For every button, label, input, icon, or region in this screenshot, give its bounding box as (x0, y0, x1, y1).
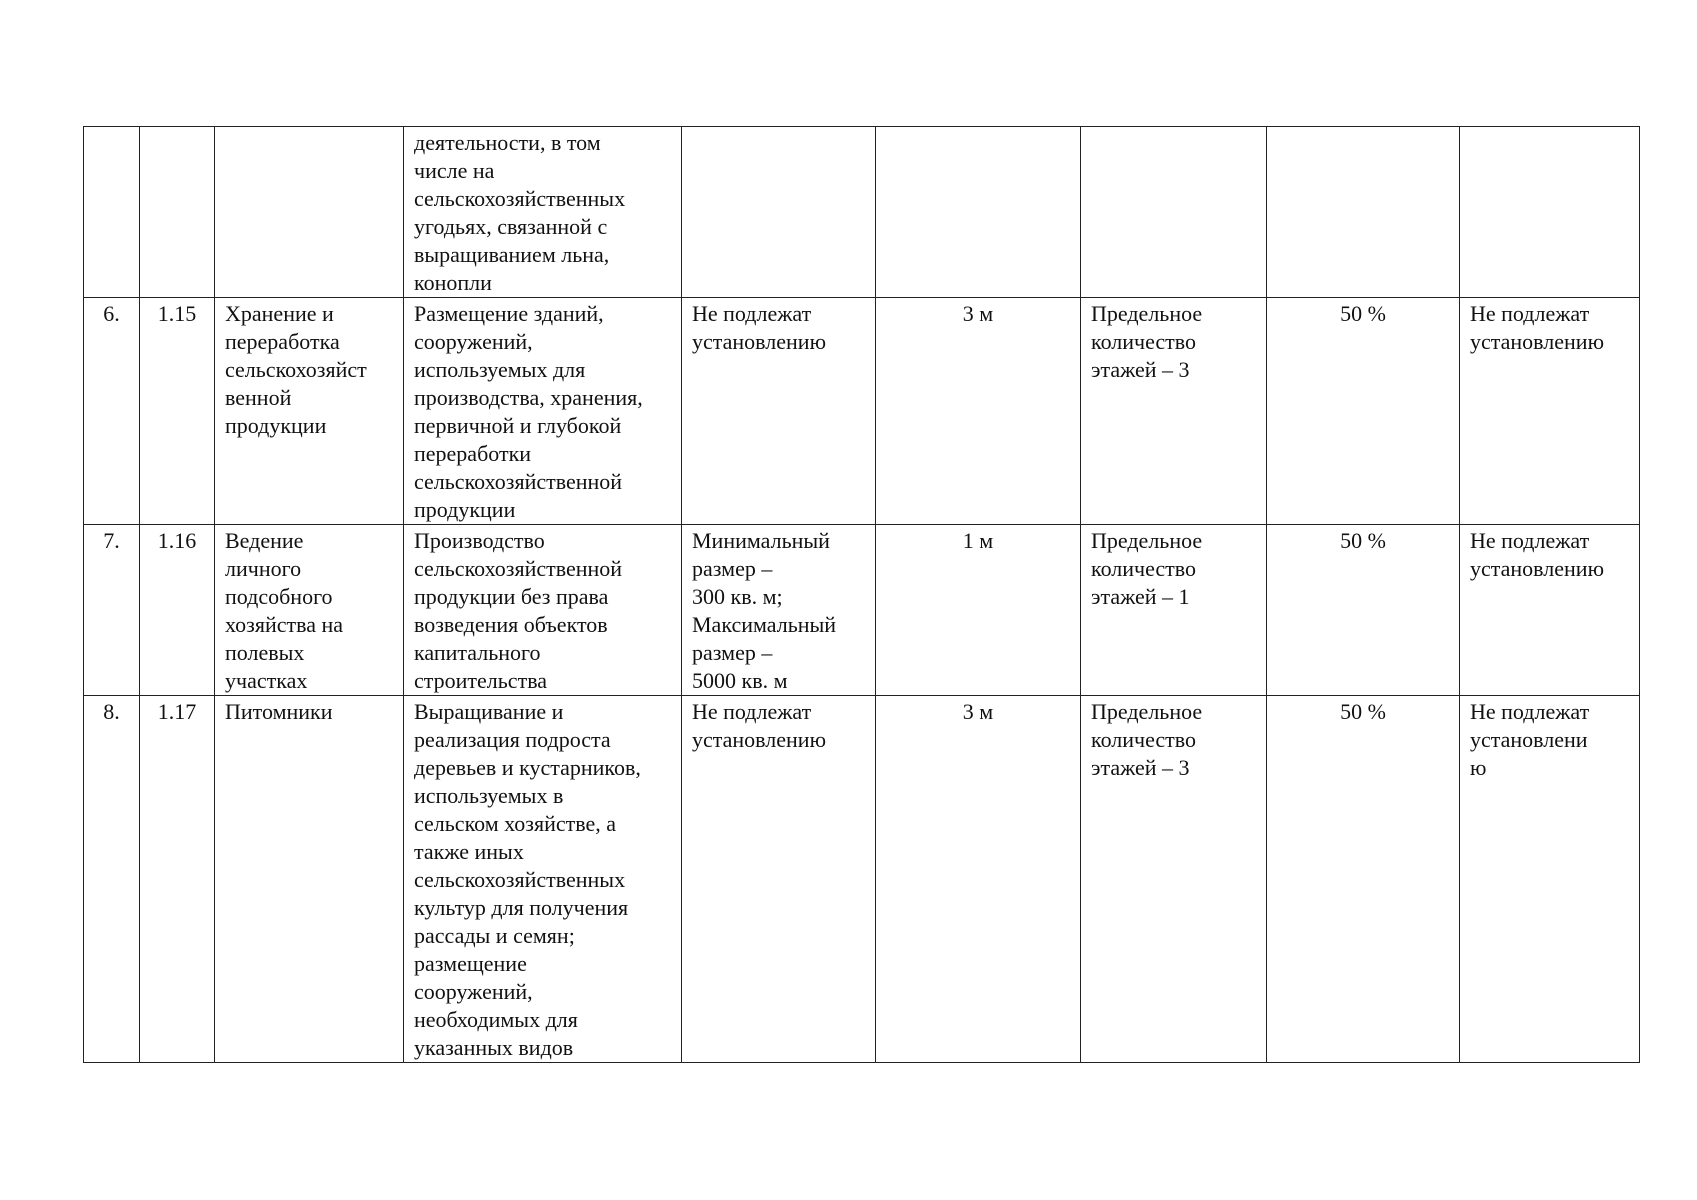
table-row (84, 696, 1640, 1063)
plot-size-cell: Не подлежат установлению (682, 696, 876, 1063)
indent-cell (876, 127, 1081, 298)
other-params-cell (1460, 127, 1640, 298)
indent-cell: 3 м (876, 696, 1081, 1063)
table-row (84, 298, 1640, 525)
use-description-cell: деятельности, в том числе на сельскохозяйственных угодьях, связанной с выращиванием льна, конопли (404, 127, 682, 298)
table-row (84, 127, 1640, 298)
use-description-cell: Выращивание и реализация подроста деревьев и кустарников, используемых в сельском хозяйстве, а также иных сельскохозяйственных культур для получения рассады и семян; размещение сооружений, необходимых для указанных видов (404, 696, 682, 1063)
other-params-cell: Не подлежат установлению (1460, 298, 1640, 525)
zoning-regulations-table (83, 126, 1640, 1063)
plot-size-cell: Минимальный размер – 300 кв. м; Максимальный размер – 5000 кв. м (682, 525, 876, 696)
use-code-cell: 1.17 (140, 696, 215, 1063)
plot-size-cell (682, 127, 876, 298)
coverage-cell: 50 % (1267, 298, 1460, 525)
coverage-cell (1267, 127, 1460, 298)
row-number-cell: 7. (84, 525, 140, 696)
table-row (84, 525, 1640, 696)
use-description-cell: Производство сельскохозяйственной продукции без права возведения объектов капитального строительства (404, 525, 682, 696)
use-description-cell: Размещение зданий, сооружений, используемых для производства, хранения, первичной и глубокой переработки сельскохозяйственной продукции (404, 298, 682, 525)
floors-cell: Предельное количество этажей – 1 (1081, 525, 1267, 696)
floors-cell: Предельное количество этажей – 3 (1081, 696, 1267, 1063)
use-code-cell: 1.16 (140, 525, 215, 696)
indent-cell: 1 м (876, 525, 1081, 696)
floors-cell (1081, 127, 1267, 298)
row-number-cell: 8. (84, 696, 140, 1063)
indent-cell: 3 м (876, 298, 1081, 525)
coverage-cell: 50 % (1267, 696, 1460, 1063)
use-code-cell (140, 127, 215, 298)
floors-cell: Предельное количество этажей – 3 (1081, 298, 1267, 525)
use-name-cell: Ведение личного подсобного хозяйства на полевых участках (215, 525, 404, 696)
other-params-cell: Не подлежат установлени ю (1460, 696, 1640, 1063)
row-number-cell (84, 127, 140, 298)
row-number-cell: 6. (84, 298, 140, 525)
use-code-cell: 1.15 (140, 298, 215, 525)
plot-size-cell: Не подлежат установлению (682, 298, 876, 525)
other-params-cell: Не подлежат установлению (1460, 525, 1640, 696)
use-name-cell (215, 127, 404, 298)
use-name-cell: Питомники (215, 696, 404, 1063)
use-name-cell: Хранение и переработка сельскохозяйст венной продукции (215, 298, 404, 525)
coverage-cell: 50 % (1267, 525, 1460, 696)
